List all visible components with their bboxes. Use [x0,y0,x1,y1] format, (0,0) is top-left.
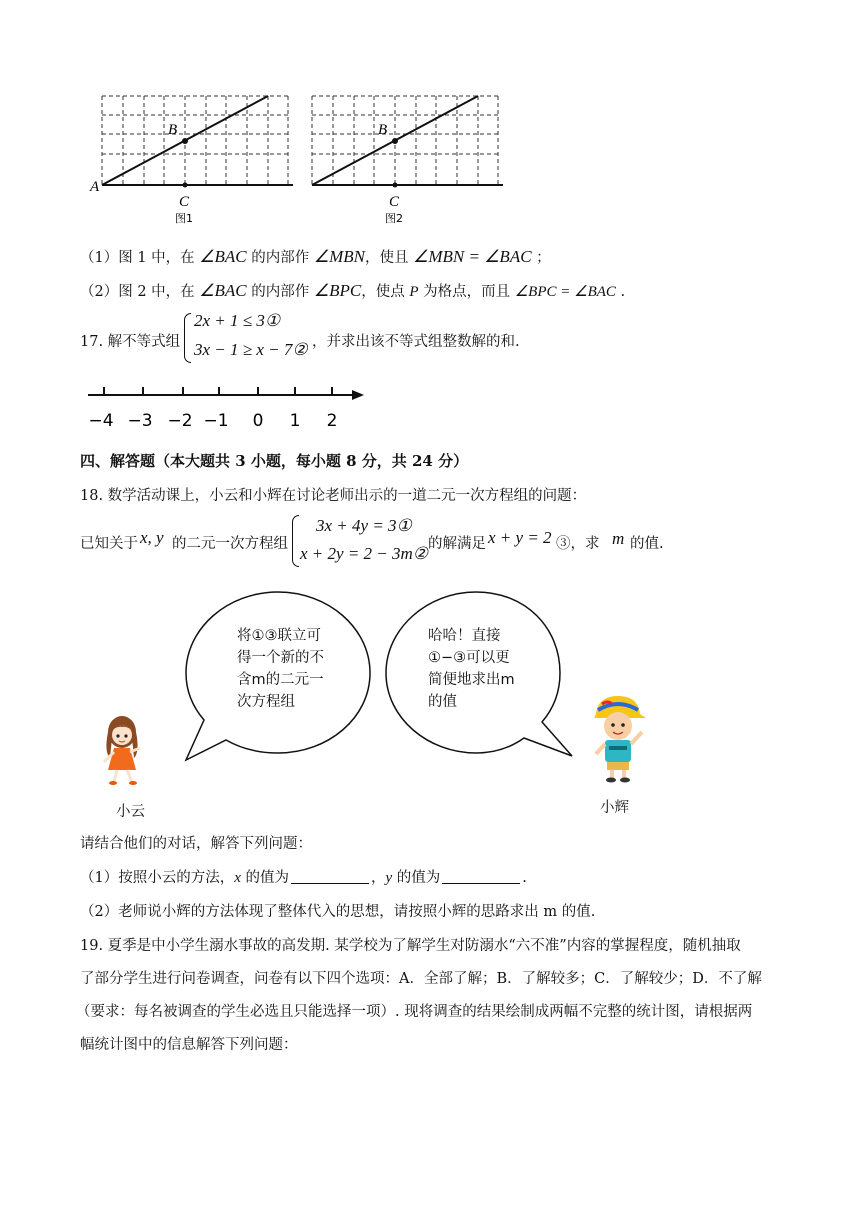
tick-label: 0 [252,411,264,431]
point-a-label: A [90,179,100,195]
q18-equation-1: 3x + 4y = 3① [316,516,412,535]
q18-brace [292,515,299,567]
grid-figure-1 [88,88,298,228]
grid-figure-2 [298,88,508,228]
q18-equation-2: x + 2y = 2 − 3m② [300,544,429,563]
q19-line-4: 幅统计图中的信息解答下列问题： [80,1037,298,1053]
bubble-right-text: 哈哈！直接①−③可以更简便地求出m的值 [428,628,515,710]
q18-known-mid: 的二元一次方程组 [172,536,288,552]
tick-label: 2 [326,411,338,431]
bubble-left-text: 将①③联立可得一个新的不含m的二元一次方程组 [237,628,324,710]
girl-character-image [96,712,148,786]
boy-character-image [588,692,650,784]
q19-line-2: 了部分学生进行问卷调查，问卷有以下四个选项：A．全部了解；B．了解较多；C．了解较少；D．不了解 [80,971,762,987]
figure-caption: 图1 [175,212,193,225]
figure-caption: 图2 [385,212,403,225]
q18-m: m [612,529,625,548]
tick-label: −1 [203,411,229,431]
q18-intro: 18. 数学活动课上，小云和小辉在讨论老师出示的一道二元一次方程组的问题： [80,488,587,504]
q16-part2: （2）图 2 中，在 ∠BAC 的内部作 ∠BPC，使点 P 为格点，而且 ∠BPC = ∠BAC . [80,281,626,300]
q18-known-prefix: 已知关于 [80,536,138,552]
answer-blank-x[interactable] [291,869,369,884]
point-c-label: C [389,194,400,210]
answer-blank-y[interactable] [442,869,520,884]
q18-part2: （2）老师说小辉的方法体现了整体代入的思想，请按照小辉的思路求出 m 的值. [80,904,596,920]
q18-equation-3: x + y = 2 [488,528,552,547]
point-b-label: B [168,122,178,138]
q18-known-tail3: 的值. [630,536,664,552]
q17-inequality-1: 2x + 1 ≤ 3① [194,311,281,330]
q17-inequality-2: 3x − 1 ≥ x − 7② [194,340,308,359]
q19-line-3: （要求：每名被调查的学生必选且只能选择一项）. 现将调查的结果绘制成两幅不完整的统计图，请根据两 [76,1004,753,1020]
q18-instruction: 请结合他们的对话，解答下列问题： [80,836,312,852]
q18-vars: x, y [140,528,164,547]
q18-known-tail1: 的解满足 [428,536,486,552]
section-heading: 四、解答题（本大题共 3 小题，每小题 8 分，共 24 分） [80,452,469,470]
q19-line-1: 19. 夏季是中小学生溺水事故的高发期. 某学校为了解学生对防溺水“六不准”内容的掌握程度，随机抽取 [80,938,741,954]
q17-tail: ，并求出该不等式组整数解的和. [312,334,520,350]
tick-label: 1 [289,411,301,431]
q18-part1: （1）按照小云的方法，x 的值为 ，y 的值为 . [80,870,527,886]
number-line [84,380,374,436]
point-b-label: B [378,122,388,138]
q17-brace [184,313,191,363]
q16-part1: （1）图 1 中，在 ∠BAC 的内部作 ∠MBN，使且 ∠MBN = ∠BAC ； [80,247,551,266]
point-c-label: C [179,194,190,210]
q18-known-tail2: ③，求 [556,536,600,552]
tick-label: −3 [127,411,153,431]
tick-label: −2 [167,411,193,431]
tick-label: −4 [88,411,114,431]
q17-label: 17. 解不等式组 [80,334,181,350]
name-right: 小辉 [600,800,629,816]
name-left: 小云 [116,804,145,820]
